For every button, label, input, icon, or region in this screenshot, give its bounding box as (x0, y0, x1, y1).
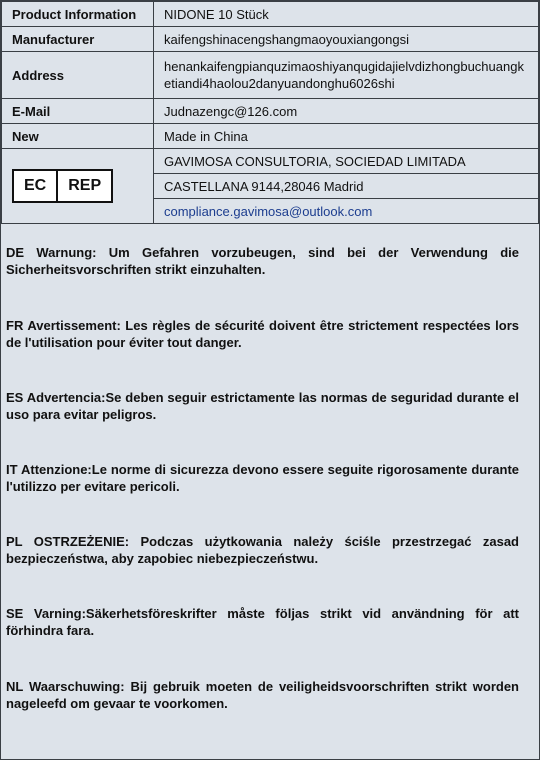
table-row (2, 2, 539, 27)
table-row (2, 124, 539, 149)
table-row (2, 52, 539, 99)
value-manufacturer: kaifengshinacengshangmaoyouxiangongsi (154, 27, 539, 52)
ec-rep-address: CASTELLANA 9144,28046 Madrid (154, 174, 539, 199)
warning-fr: FR Avertissement: Les règles de sécurité doivent être strictement respectées lors de l'utilisation pour éviter tout danger. (6, 318, 519, 350)
warning-es: ES Advertencia:Se deben seguir estrictamente las normas de seguridad durante el uso para evitar peligros. (6, 390, 519, 422)
ec-rep-cell (2, 149, 154, 224)
warning-se: SE Varning:Säkerhetsföreskrifter måste följas strikt vid användning för att förhindra fara. (6, 606, 519, 638)
table-row (2, 27, 539, 52)
ec-rep-email-link[interactable]: compliance.gavimosa@outlook.com (154, 199, 539, 224)
ec-label: EC (14, 171, 58, 201)
warning-it: IT Attenzione:Le norme di sicurezza devono essere seguite rigorosamente durante l'utilizzo per evitare pericoli. (6, 462, 519, 494)
warning-pl: PL OSTRZEŻENIE: Podczas użytkowania należy ściśle przestrzegać zasad bezpieczeństwa, aby zapobiec niebezpieczeństwu. (6, 534, 519, 566)
table-row (2, 99, 539, 124)
label-email: E-Mail (2, 99, 154, 124)
ec-rep-symbol (12, 169, 113, 203)
value-new: Made in China (154, 124, 539, 149)
value-email: Judnazengc@126.com (154, 99, 539, 124)
table-row (2, 149, 539, 174)
rep-label: REP (68, 177, 102, 194)
value-product-information: NIDONE 10 Stück (154, 2, 539, 27)
product-info-table (1, 1, 539, 224)
value-address: henankaifengpianquzimaoshiyanqugidajielvdizhongbuchuangketiandi4haolou2danyuandonghu6026shi (154, 52, 539, 99)
ec-rep-company: GAVIMOSA CONSULTORIA, SOCIEDAD LIMITADA (154, 149, 539, 174)
warning-de: DE Warnung: Um Gefahren vorzubeugen, sind bei der Verwendung die Sicherheitsvorschriften strikt einzuhalten. (6, 245, 519, 277)
label-new: New (2, 124, 154, 149)
warning-nl: NL Waarschuwing: Bij gebruik moeten de veiligheidsvoorschriften strikt worden nageleefd om gevaar te voorkomen. (6, 679, 519, 711)
label-product-information: Product Information (2, 2, 154, 27)
label-manufacturer: Manufacturer (2, 27, 154, 52)
label-address: Address (2, 52, 154, 99)
